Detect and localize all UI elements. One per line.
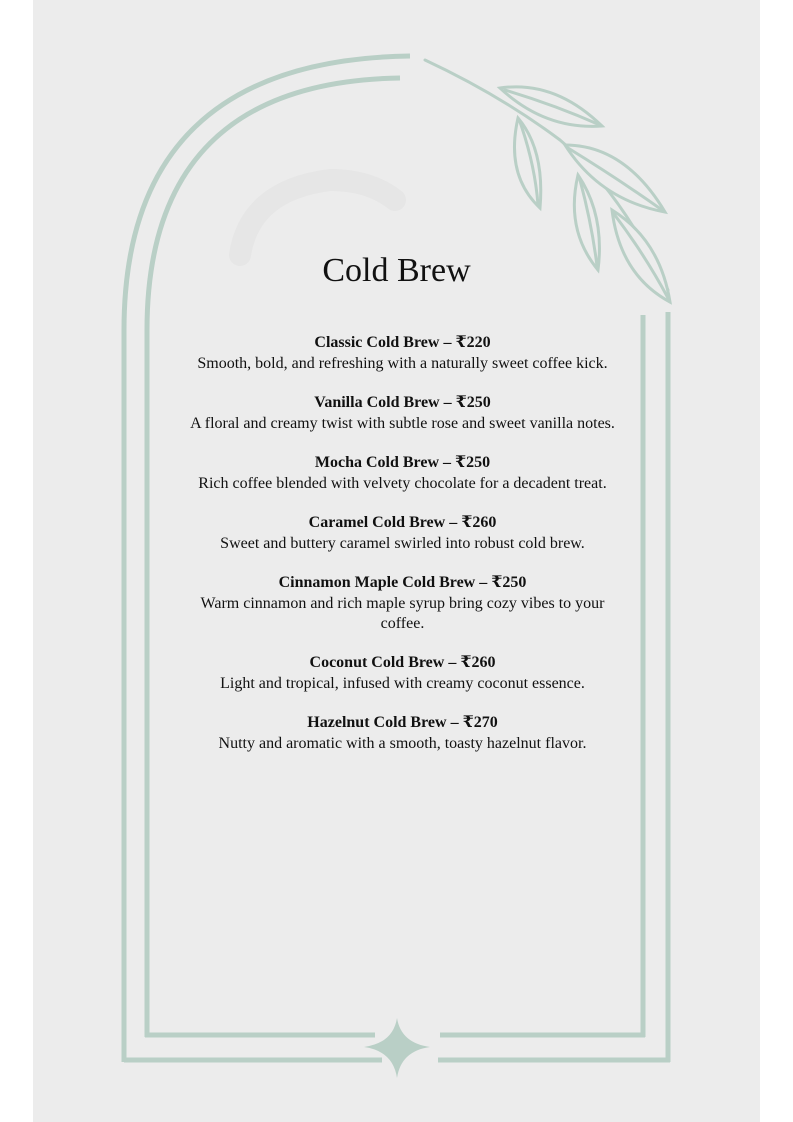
item-name: Caramel Cold Brew xyxy=(308,514,446,531)
item-description: Smooth, bold, and refreshing with a naturally sweet coffee kick. xyxy=(197,355,608,372)
item-name: Coconut Cold Brew xyxy=(309,654,445,671)
item-description: Sweet and buttery caramel swirled into robust cold brew. xyxy=(220,535,585,552)
item-heading xyxy=(180,453,625,473)
item-description: Rich coffee blended with velvety chocolate for a decadent treat. xyxy=(198,475,607,492)
menu-list xyxy=(180,333,625,773)
menu-item xyxy=(180,653,625,694)
item-price: ₹260 xyxy=(461,514,497,531)
item-heading xyxy=(180,653,625,673)
item-separator: – xyxy=(439,454,455,471)
item-description: Warm cinnamon and rich maple syrup bring cozy vibes to your coffee. xyxy=(200,595,605,632)
item-name: Vanilla Cold Brew xyxy=(314,394,440,411)
item-description: Nutty and aromatic with a smooth, toasty hazelnut flavor. xyxy=(218,735,587,752)
item-name: Hazelnut Cold Brew xyxy=(307,714,447,731)
menu-item xyxy=(180,513,625,554)
item-heading xyxy=(180,573,625,593)
menu-item xyxy=(180,453,625,494)
item-heading xyxy=(180,713,625,733)
item-name: Classic Cold Brew xyxy=(314,334,440,351)
item-description: A floral and creamy twist with subtle rose and sweet vanilla notes. xyxy=(190,415,615,432)
item-description: Light and tropical, infused with creamy coconut essence. xyxy=(220,675,585,692)
item-price: ₹250 xyxy=(455,394,491,411)
item-price: ₹250 xyxy=(491,574,527,591)
item-heading xyxy=(180,513,625,533)
item-separator: – xyxy=(439,394,456,411)
item-price: ₹270 xyxy=(462,714,498,731)
menu-title: Cold Brew xyxy=(322,252,471,289)
item-separator: – xyxy=(445,514,462,531)
item-separator: – xyxy=(446,714,463,731)
item-separator: – xyxy=(475,574,492,591)
menu-item xyxy=(180,713,625,754)
item-price: ₹220 xyxy=(455,334,491,351)
menu-item xyxy=(180,333,625,374)
item-heading xyxy=(180,333,625,353)
menu-item xyxy=(180,393,625,434)
sparkle-star-icon xyxy=(364,1018,430,1078)
item-separator: – xyxy=(439,334,456,351)
menu-item xyxy=(180,573,625,634)
item-price: ₹250 xyxy=(455,454,491,471)
item-separator: – xyxy=(444,654,461,671)
item-price: ₹260 xyxy=(460,654,496,671)
background-swoosh xyxy=(240,180,395,255)
item-name: Cinnamon Maple Cold Brew xyxy=(278,574,476,591)
item-heading xyxy=(180,393,625,413)
item-name: Mocha Cold Brew xyxy=(314,454,439,471)
